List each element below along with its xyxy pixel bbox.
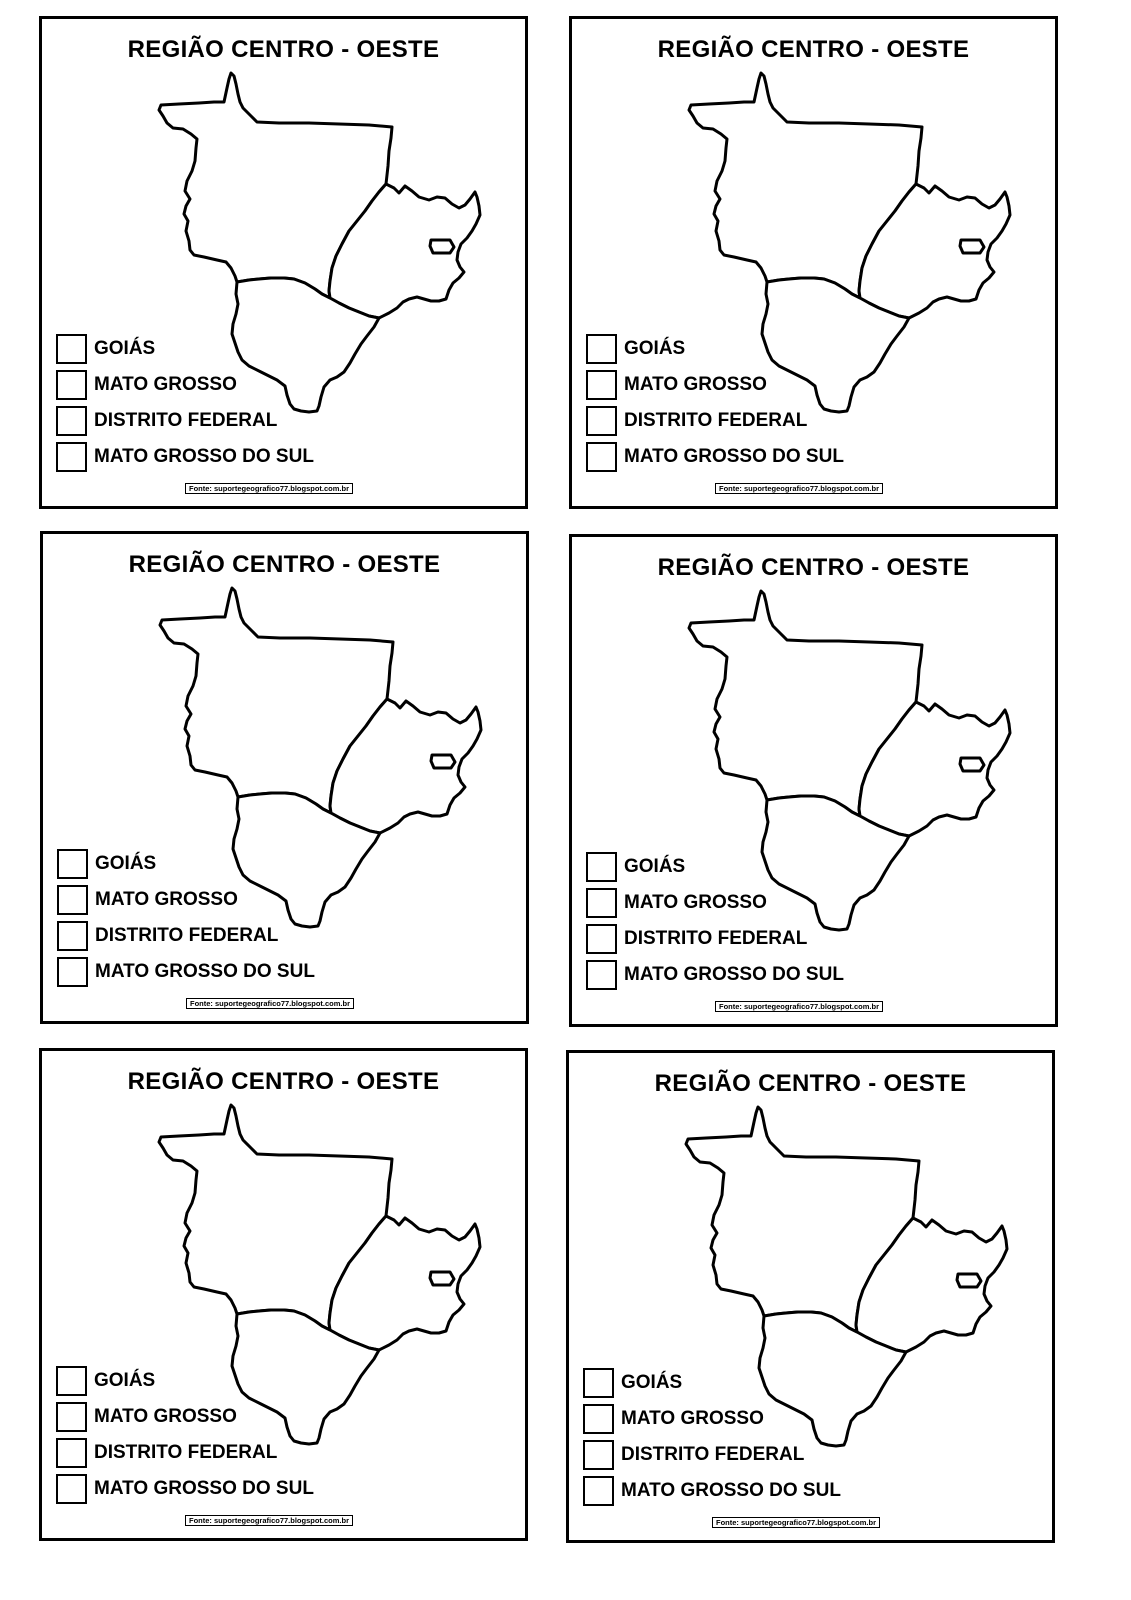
state-options-list bbox=[56, 334, 314, 478]
option-mato-grosso-do-sul bbox=[57, 957, 315, 987]
option-goias bbox=[586, 852, 844, 882]
option-distrito-federal bbox=[586, 924, 844, 954]
mato-grosso-do-sul-checkbox[interactable] bbox=[57, 957, 88, 987]
map-region-distrito-federal[interactable] bbox=[431, 755, 455, 768]
state-options-list bbox=[57, 849, 315, 993]
card-title: REGIÃO CENTRO - OESTE bbox=[654, 1070, 967, 1097]
option-mato-grosso-do-sul bbox=[583, 1476, 841, 1506]
option-goias bbox=[56, 1366, 314, 1396]
worksheet-card-4 bbox=[569, 534, 1058, 1027]
card-title: REGIÃO CENTRO - OESTE bbox=[127, 36, 440, 63]
map-region-distrito-federal[interactable] bbox=[957, 1274, 981, 1287]
worksheet-card-6 bbox=[566, 1050, 1055, 1543]
worksheet-card-3 bbox=[40, 531, 529, 1024]
option-label-mato-grosso-do-sul: MATO GROSSO DO SUL bbox=[95, 961, 315, 982]
option-goias bbox=[57, 849, 315, 879]
option-distrito-federal bbox=[583, 1440, 841, 1470]
option-label-distrito-federal: DISTRITO FEDERAL bbox=[624, 928, 808, 949]
option-goias bbox=[56, 334, 314, 364]
worksheet-card-1 bbox=[39, 16, 528, 509]
option-goias bbox=[583, 1368, 841, 1398]
option-distrito-federal bbox=[586, 406, 844, 436]
option-mato-grosso bbox=[56, 370, 314, 400]
source-credit: Fonte: suportegeografico77.blogspot.com.br bbox=[715, 1001, 883, 1012]
mato-grosso-checkbox[interactable] bbox=[57, 885, 88, 915]
card-title: REGIÃO CENTRO - OESTE bbox=[657, 36, 970, 63]
source-credit: Fonte: suportegeografico77.blogspot.com.br bbox=[712, 1517, 880, 1528]
state-options-list bbox=[583, 1368, 841, 1512]
goias-checkbox[interactable] bbox=[586, 334, 617, 364]
map-region-distrito-federal[interactable] bbox=[960, 240, 984, 253]
option-label-mato-grosso: MATO GROSSO bbox=[94, 374, 237, 395]
mato-grosso-checkbox[interactable] bbox=[56, 370, 87, 400]
option-mato-grosso bbox=[56, 1402, 314, 1432]
goias-checkbox[interactable] bbox=[57, 849, 88, 879]
option-label-mato-grosso-do-sul: MATO GROSSO DO SUL bbox=[624, 964, 844, 985]
option-label-mato-grosso: MATO GROSSO bbox=[624, 374, 767, 395]
card-title: REGIÃO CENTRO - OESTE bbox=[128, 551, 441, 578]
option-label-goias: GOIÁS bbox=[94, 1370, 156, 1391]
source-credit: Fonte: suportegeografico77.blogspot.com.br bbox=[185, 1515, 353, 1526]
option-label-mato-grosso: MATO GROSSO bbox=[94, 1406, 237, 1427]
option-label-mato-grosso: MATO GROSSO bbox=[624, 892, 767, 913]
mato-grosso-do-sul-checkbox[interactable] bbox=[586, 960, 617, 990]
goias-checkbox[interactable] bbox=[583, 1368, 614, 1398]
distrito-federal-checkbox[interactable] bbox=[56, 406, 87, 436]
source-credit: Fonte: suportegeografico77.blogspot.com.br bbox=[715, 483, 883, 494]
option-label-mato-grosso-do-sul: MATO GROSSO DO SUL bbox=[94, 446, 314, 467]
option-label-goias: GOIÁS bbox=[94, 338, 156, 359]
option-goias bbox=[586, 334, 844, 364]
option-distrito-federal bbox=[57, 921, 315, 951]
state-options-list bbox=[586, 334, 844, 478]
option-label-mato-grosso-do-sul: MATO GROSSO DO SUL bbox=[94, 1478, 314, 1499]
mato-grosso-do-sul-checkbox[interactable] bbox=[583, 1476, 614, 1506]
distrito-federal-checkbox[interactable] bbox=[586, 924, 617, 954]
distrito-federal-checkbox[interactable] bbox=[57, 921, 88, 951]
option-label-distrito-federal: DISTRITO FEDERAL bbox=[94, 1442, 278, 1463]
mato-grosso-checkbox[interactable] bbox=[586, 888, 617, 918]
distrito-federal-checkbox[interactable] bbox=[583, 1440, 614, 1470]
option-mato-grosso bbox=[583, 1404, 841, 1434]
mato-grosso-checkbox[interactable] bbox=[586, 370, 617, 400]
card-title: REGIÃO CENTRO - OESTE bbox=[657, 554, 970, 581]
source-credit: Fonte: suportegeografico77.blogspot.com.br bbox=[186, 998, 354, 1009]
distrito-federal-checkbox[interactable] bbox=[586, 406, 617, 436]
option-distrito-federal bbox=[56, 1438, 314, 1468]
mato-grosso-do-sul-checkbox[interactable] bbox=[586, 442, 617, 472]
option-label-mato-grosso: MATO GROSSO bbox=[621, 1408, 764, 1429]
option-mato-grosso bbox=[586, 370, 844, 400]
goias-checkbox[interactable] bbox=[586, 852, 617, 882]
mato-grosso-checkbox[interactable] bbox=[583, 1404, 614, 1434]
option-mato-grosso bbox=[57, 885, 315, 915]
map-region-distrito-federal[interactable] bbox=[960, 758, 984, 771]
goias-checkbox[interactable] bbox=[56, 334, 87, 364]
option-label-goias: GOIÁS bbox=[95, 853, 157, 874]
state-options-list bbox=[586, 852, 844, 996]
option-label-goias: GOIÁS bbox=[621, 1372, 683, 1393]
option-label-mato-grosso-do-sul: MATO GROSSO DO SUL bbox=[624, 446, 844, 467]
map-region-distrito-federal[interactable] bbox=[430, 1272, 454, 1285]
mato-grosso-do-sul-checkbox[interactable] bbox=[56, 442, 87, 472]
option-label-distrito-federal: DISTRITO FEDERAL bbox=[94, 410, 278, 431]
option-label-mato-grosso: MATO GROSSO bbox=[95, 889, 238, 910]
distrito-federal-checkbox[interactable] bbox=[56, 1438, 87, 1468]
option-mato-grosso-do-sul bbox=[586, 960, 844, 990]
goias-checkbox[interactable] bbox=[56, 1366, 87, 1396]
worksheet-card-2 bbox=[569, 16, 1058, 509]
option-label-mato-grosso-do-sul: MATO GROSSO DO SUL bbox=[621, 1480, 841, 1501]
worksheet-card-5 bbox=[39, 1048, 528, 1541]
option-mato-grosso-do-sul bbox=[56, 442, 314, 472]
option-mato-grosso bbox=[586, 888, 844, 918]
option-mato-grosso-do-sul bbox=[56, 1474, 314, 1504]
option-label-distrito-federal: DISTRITO FEDERAL bbox=[621, 1444, 805, 1465]
option-label-distrito-federal: DISTRITO FEDERAL bbox=[95, 925, 279, 946]
option-label-goias: GOIÁS bbox=[624, 856, 686, 877]
mato-grosso-checkbox[interactable] bbox=[56, 1402, 87, 1432]
option-mato-grosso-do-sul bbox=[586, 442, 844, 472]
source-credit: Fonte: suportegeografico77.blogspot.com.br bbox=[185, 483, 353, 494]
card-title: REGIÃO CENTRO - OESTE bbox=[127, 1068, 440, 1095]
state-options-list bbox=[56, 1366, 314, 1510]
mato-grosso-do-sul-checkbox[interactable] bbox=[56, 1474, 87, 1504]
option-label-distrito-federal: DISTRITO FEDERAL bbox=[624, 410, 808, 431]
option-label-goias: GOIÁS bbox=[624, 338, 686, 359]
map-region-distrito-federal[interactable] bbox=[430, 240, 454, 253]
option-distrito-federal bbox=[56, 406, 314, 436]
